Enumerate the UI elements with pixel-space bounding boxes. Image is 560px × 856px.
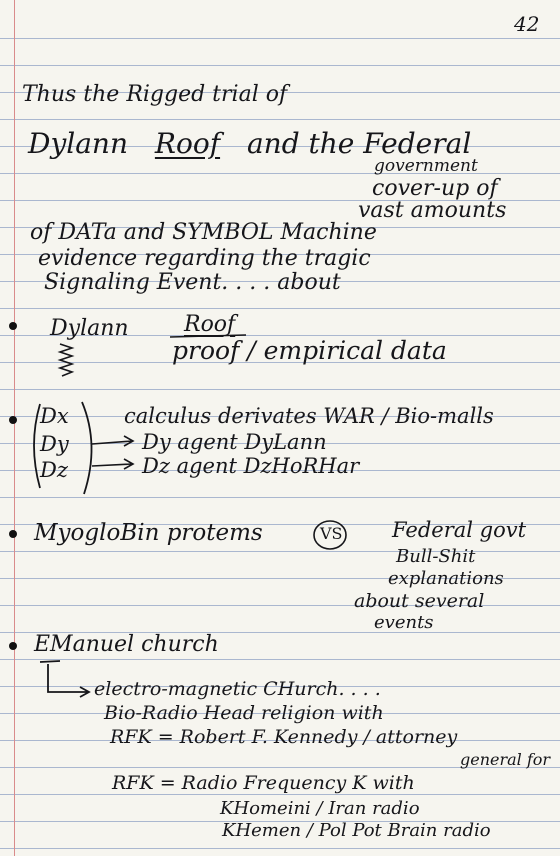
myo-right-4: about several bbox=[354, 590, 485, 612]
right-bracket bbox=[82, 402, 92, 494]
intro-line-4: cover-up of bbox=[372, 176, 498, 201]
left-bracket bbox=[34, 404, 40, 488]
church-title: EManuel church bbox=[34, 632, 219, 657]
dx-calc: calculus derivates WAR / Bio-malls bbox=[124, 404, 494, 428]
church-arrow-cap bbox=[40, 661, 60, 662]
roof-name: Dylann bbox=[50, 316, 129, 341]
intro-line-3: government bbox=[374, 156, 478, 176]
intro-line-6: of DATa and SYMBOL Machine bbox=[30, 220, 377, 245]
name-dylann: Dylann bbox=[28, 127, 128, 160]
rfk-line-1-cont: general for bbox=[460, 750, 551, 769]
intro-line-7: evidence regarding the tragic bbox=[38, 246, 371, 271]
roof-proof-divider bbox=[170, 335, 246, 337]
arrow-dy bbox=[92, 436, 133, 446]
arrow-dz bbox=[92, 459, 133, 469]
myo-right-1: Federal govt bbox=[392, 518, 527, 542]
myoglobin-text: MyogloBin protems bbox=[34, 520, 263, 546]
dy-label: Dy bbox=[40, 432, 69, 456]
zigzag-mark bbox=[60, 344, 72, 376]
k-line-2: KHemen / Pol Pot Brain radio bbox=[222, 820, 491, 841]
page-number: 42 bbox=[514, 12, 540, 36]
dz-agent: Dz agent DzHoRHar bbox=[142, 454, 360, 478]
intro-line-5: vast amounts bbox=[358, 198, 507, 223]
intro-line-1: Thus the Rigged trial of bbox=[22, 82, 288, 107]
dx-label: Dx bbox=[40, 404, 69, 428]
church-bio: Bio-Radio Head religion with bbox=[104, 702, 384, 724]
k-line-1: KHomeini / Iran radio bbox=[220, 798, 420, 819]
vs-circled: VS bbox=[320, 524, 343, 543]
church-electro: electro-magnetic CHurch. . . . bbox=[94, 678, 381, 700]
myo-right-2: Bull-Shit bbox=[396, 546, 476, 567]
dy-agent: Dy agent DyLann bbox=[142, 430, 327, 454]
intro-line-8: Signaling Event. . . . about bbox=[44, 270, 341, 295]
intro-federal: and the Federal bbox=[246, 127, 472, 160]
roof-proof: proof / empirical data bbox=[172, 336, 447, 365]
vs-circle bbox=[314, 521, 346, 549]
dz-label: Dz bbox=[40, 458, 68, 482]
name-roof: Roof bbox=[154, 127, 221, 160]
church-arrow bbox=[48, 664, 89, 697]
rfk-line-2: RFK = Radio Frequency K with bbox=[112, 772, 415, 794]
rfk-line-1: RFK = Robert F. Kennedy / attorney bbox=[110, 726, 458, 748]
myo-right-5: events bbox=[374, 612, 434, 633]
myo-right-3: explanations bbox=[388, 568, 504, 589]
roof-word: Roof bbox=[184, 312, 236, 337]
